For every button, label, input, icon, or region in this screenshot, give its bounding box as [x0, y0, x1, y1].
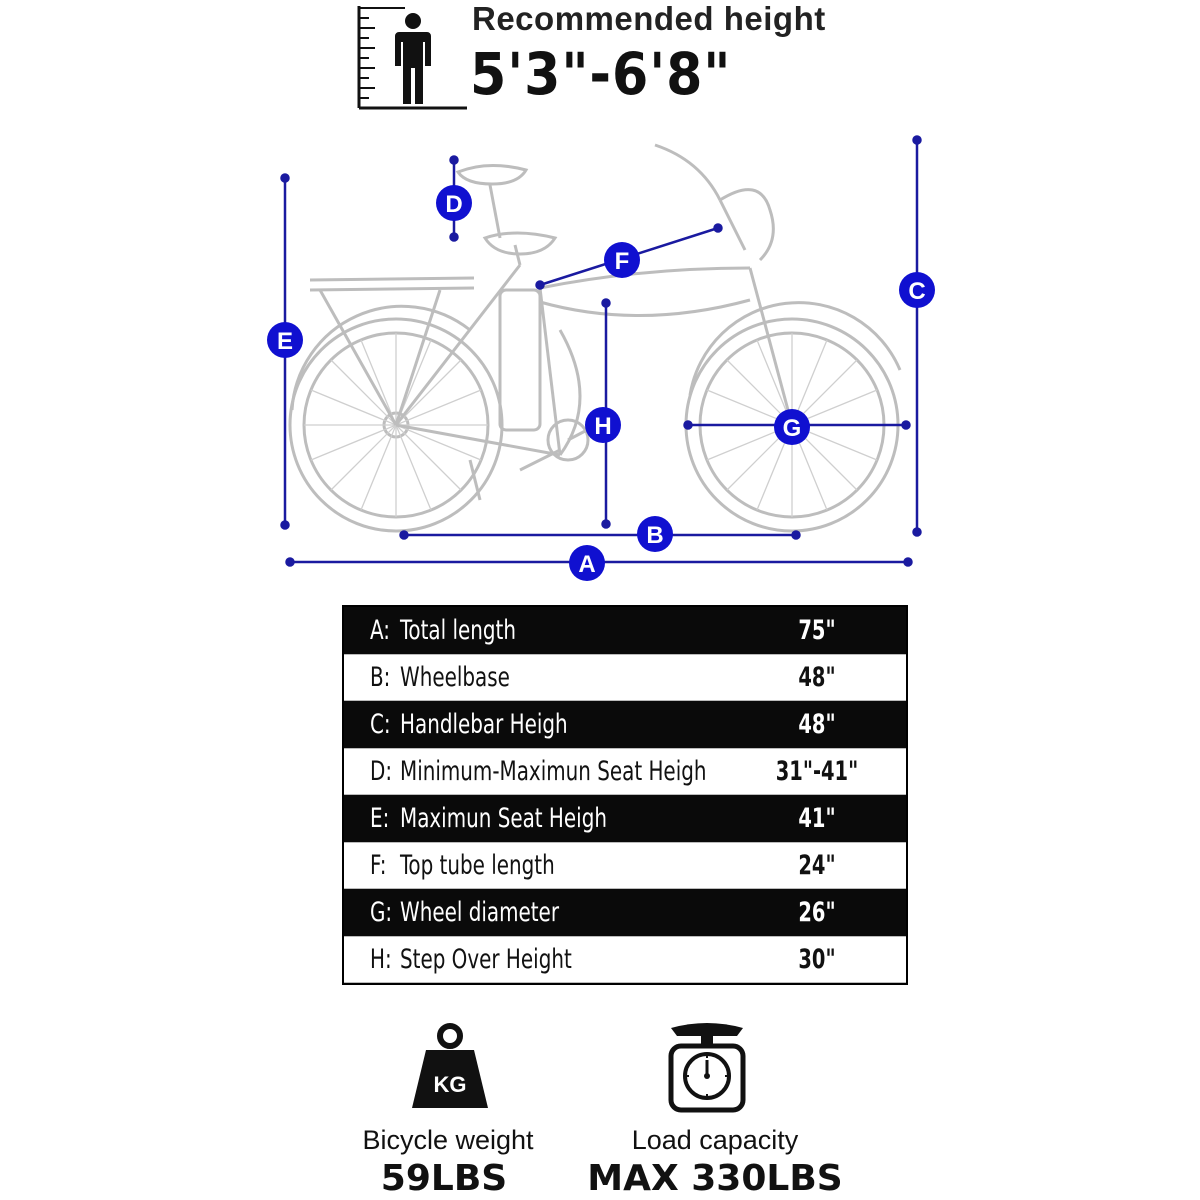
spec-value: 24": [798, 850, 836, 881]
load-capacity-value: MAX 330LBS: [587, 1158, 843, 1199]
svg-text:B: B: [646, 522, 664, 549]
spec-label: Total length: [400, 615, 516, 646]
spec-row-e: [344, 795, 906, 842]
load-scale-icon: [665, 1022, 749, 1114]
spec-key: E:: [370, 803, 390, 834]
marker-e: [267, 322, 303, 358]
spec-value: 30": [798, 944, 836, 975]
spec-table: [342, 605, 908, 985]
spec-row-h: [344, 936, 906, 983]
marker-a: [569, 545, 605, 581]
spec-row-c: [344, 701, 906, 748]
spec-key: F:: [370, 850, 387, 881]
spec-label: Maximun Seat Heigh: [400, 803, 607, 834]
spec-value: 26": [798, 897, 836, 928]
svg-text:C: C: [908, 278, 926, 305]
load-capacity-label: Load capacity: [631, 1125, 799, 1155]
spec-label: Top tube length: [400, 850, 555, 881]
recommended-height-value: 5'3"-6'8": [470, 40, 732, 108]
bicycle-weight-label: Bicycle weight: [362, 1125, 534, 1155]
spec-key: D:: [370, 756, 393, 787]
spec-label: Step Over Height: [400, 944, 572, 975]
spec-label: Handlebar Heigh: [400, 709, 568, 740]
weight-kg-icon: [410, 1022, 490, 1112]
spec-row-b: [344, 654, 906, 701]
spec-label: Minimum-Maximun Seat Heigh: [400, 756, 707, 787]
marker-c: [899, 272, 935, 308]
svg-text:A: A: [578, 551, 596, 578]
marker-f: [604, 242, 640, 278]
spec-key: B:: [370, 662, 391, 693]
svg-text:F: F: [614, 248, 630, 275]
bike-dimension-diagram: [0, 120, 1200, 590]
marker-h: [585, 407, 621, 443]
spec-key: H:: [370, 944, 392, 975]
spec-value: 41": [798, 803, 836, 834]
svg-text:D: D: [445, 191, 463, 218]
spec-value: 48": [798, 709, 836, 740]
spec-key: A:: [370, 615, 390, 646]
spec-value: 31"-41": [775, 756, 859, 787]
spec-row-d: [344, 748, 906, 795]
bicycle-weight-value: 59LBS: [380, 1158, 508, 1199]
svg-text:E: E: [276, 328, 294, 355]
spec-label: Wheelbase: [400, 662, 510, 693]
spec-row-a: [344, 607, 906, 654]
svg-text:G: G: [782, 415, 802, 442]
dimension-lines: [282, 137, 921, 566]
marker-d: [436, 185, 472, 221]
spec-row-g: [344, 889, 906, 936]
spec-key: C:: [370, 709, 391, 740]
svg-text:H: H: [594, 413, 612, 440]
recommended-height-label: Recommended height: [472, 0, 826, 37]
spec-row-f: [344, 842, 906, 889]
spec-key: G:: [370, 897, 393, 928]
spec-value: 75": [798, 615, 836, 646]
bike-drawing: [290, 145, 900, 531]
svg-text:KG: KG: [433, 1072, 467, 1097]
marker-b: [637, 516, 673, 552]
spec-value: 48": [798, 662, 836, 693]
height-ruler-person-icon: [355, 2, 470, 112]
spec-label: Wheel diameter: [400, 897, 560, 928]
marker-g: [774, 409, 810, 445]
